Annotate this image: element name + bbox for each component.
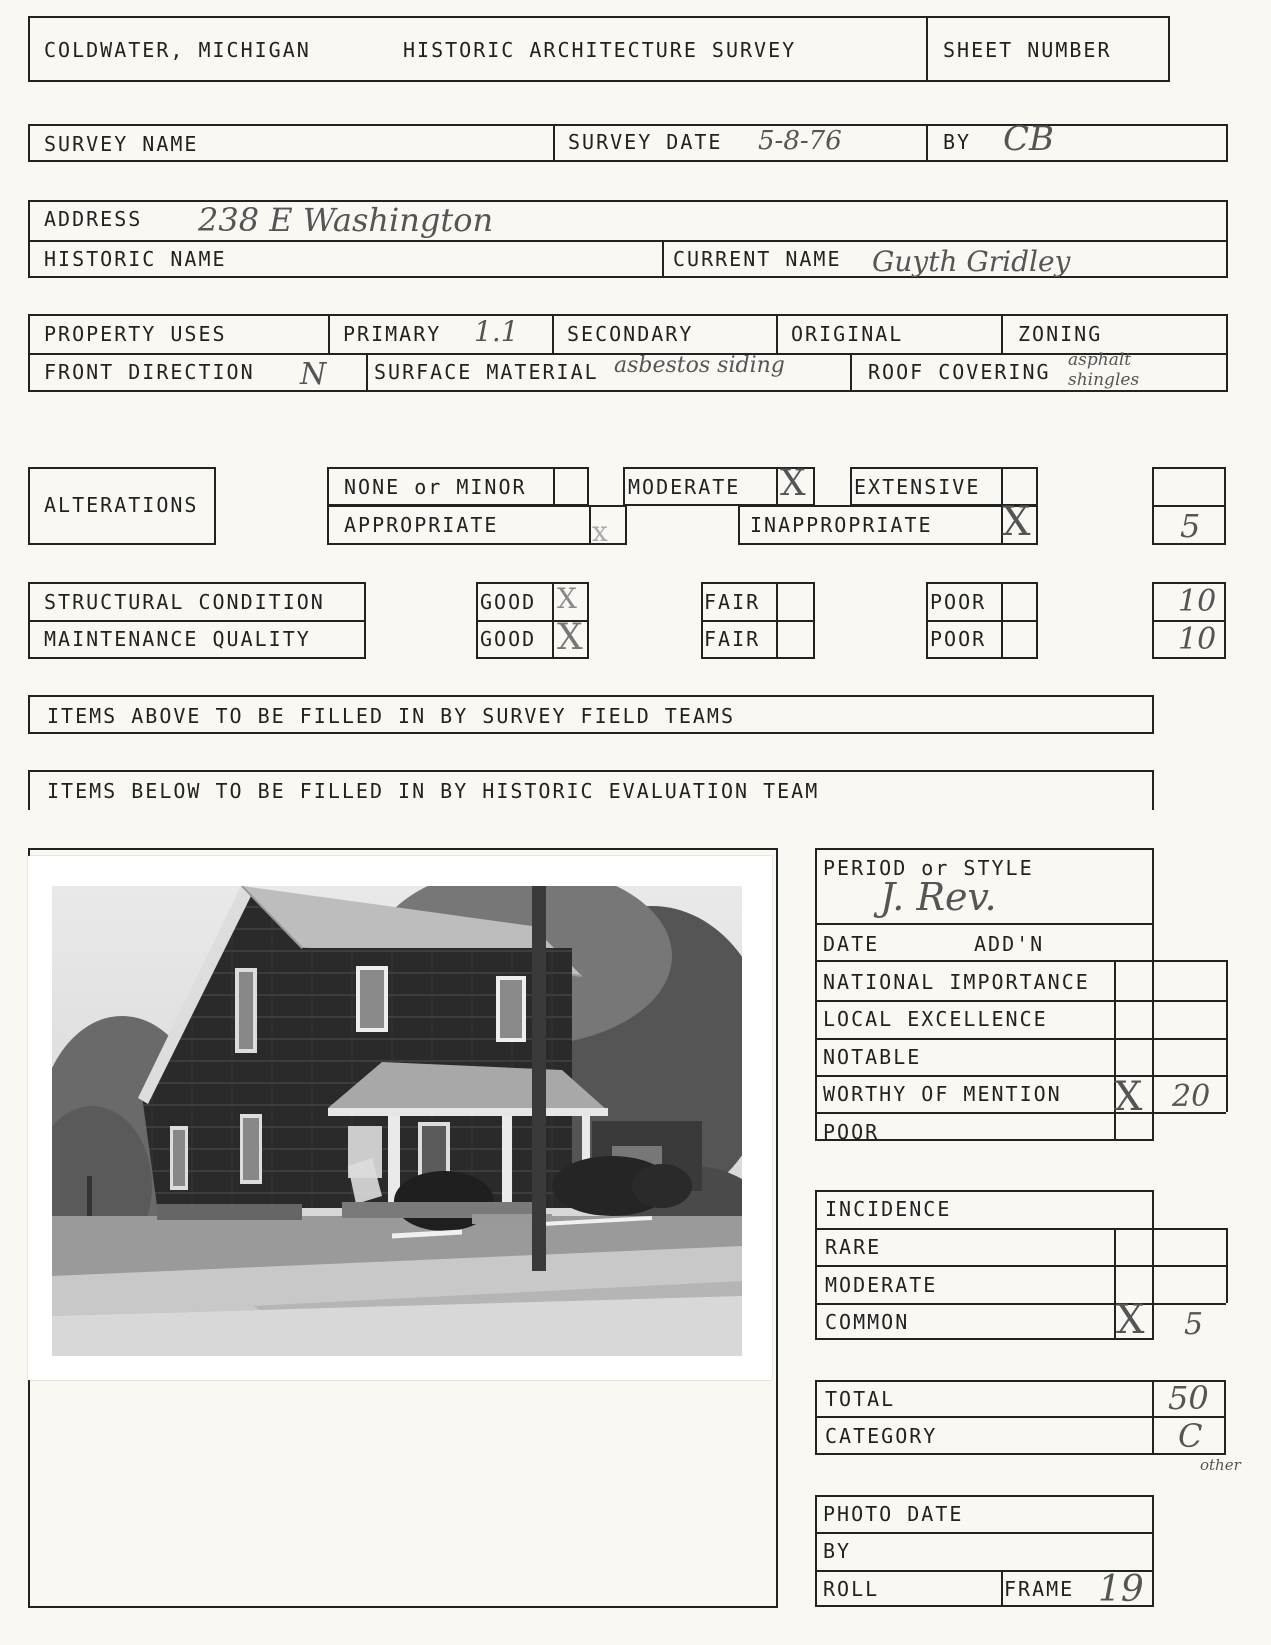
form-title: HISTORIC ARCHITECTURE SURVEY xyxy=(403,38,797,62)
maintenance-poor-label: POOR xyxy=(930,627,987,651)
survey-name-label: SURVEY NAME xyxy=(44,132,199,156)
front-direction-value: N xyxy=(300,357,327,392)
none-minor-checkbox[interactable] xyxy=(553,467,555,506)
property-div-6 xyxy=(850,353,852,392)
note-below-top xyxy=(28,770,1154,772)
period-line xyxy=(815,923,1154,925)
surface-material-value: asbestos siding xyxy=(614,353,785,378)
maintenance-good-mark: X xyxy=(557,617,583,658)
structural-good-label: GOOD xyxy=(480,590,537,614)
note-below-right xyxy=(1152,770,1154,810)
period-style-value: J. Rev. xyxy=(880,875,997,919)
fair-line xyxy=(701,620,815,622)
roof-covering-value-2: shingles xyxy=(1068,370,1140,390)
survey-date-value: 5-8-76 xyxy=(758,126,842,156)
eval-line-3 xyxy=(815,1075,1226,1077)
poor-checkbox[interactable] xyxy=(1001,582,1003,659)
common-label: COMMON xyxy=(825,1310,910,1334)
frame-value: 19 xyxy=(1098,1569,1144,1610)
structural-score: 10 xyxy=(1178,584,1217,619)
survey-left-edge xyxy=(28,124,30,162)
appropriate-checkbox[interactable] xyxy=(589,505,591,545)
eval-line-2 xyxy=(815,1038,1226,1040)
alterations-score: 5 xyxy=(1180,507,1201,545)
property-div-3 xyxy=(776,314,778,354)
maintenance-score: 10 xyxy=(1178,622,1217,657)
survey-bottom-line xyxy=(28,160,1228,162)
structural-fair-label: FAIR xyxy=(704,590,761,614)
structural-poor-label: POOR xyxy=(930,590,987,614)
note-below-left xyxy=(28,770,30,810)
maintenance-quality-label: MAINTENANCE QUALITY xyxy=(44,627,311,651)
eval-date-label: DATE xyxy=(823,932,880,956)
worthy-of-mention-label: WORTHY OF MENTION xyxy=(823,1082,1062,1106)
survey-date-label: SURVEY DATE xyxy=(568,130,723,154)
good-checkbox[interactable] xyxy=(552,582,554,659)
common-score: 5 xyxy=(1184,1307,1204,1342)
note-above-bottom xyxy=(28,732,1154,734)
photo-date-label: PHOTO DATE xyxy=(823,1502,964,1526)
survey-by-value: CB xyxy=(1003,119,1054,159)
moderate-label: MODERATE xyxy=(628,475,741,499)
totals-divider xyxy=(1152,1380,1154,1455)
inappropriate-mark: X xyxy=(1002,499,1031,545)
header-divider xyxy=(926,16,928,82)
address-divider xyxy=(662,240,664,278)
total-label: TOTAL xyxy=(825,1387,896,1411)
survey-divider-2 xyxy=(926,124,928,162)
worthy-score: 20 xyxy=(1172,1079,1211,1114)
roll-label: ROLL xyxy=(823,1577,880,1601)
note-above-left xyxy=(28,695,30,734)
property-div-5 xyxy=(366,353,368,392)
photo-info-line-1 xyxy=(815,1532,1154,1534)
inappropriate-label: INAPPROPRIATE xyxy=(750,513,933,537)
address-label: ADDRESS xyxy=(44,207,143,231)
moderate-mark: X xyxy=(780,463,806,504)
totals-line xyxy=(815,1416,1226,1418)
date-line xyxy=(815,960,1226,962)
note-above-top xyxy=(28,695,1154,697)
national-importance-label: NATIONAL IMPORTANCE xyxy=(823,970,1090,994)
incidence-label: INCIDENCE xyxy=(825,1197,952,1221)
common-mark: X xyxy=(1116,1297,1145,1343)
city-label: COLDWATER, MICHIGAN xyxy=(44,38,311,62)
historic-name-label: HISTORIC NAME xyxy=(44,247,227,271)
maintenance-good-label: GOOD xyxy=(480,627,537,651)
eval-addn-label: ADD'N xyxy=(974,932,1045,956)
extensive-label: EXTENSIVE xyxy=(854,475,981,499)
survey-divider-1 xyxy=(553,124,555,162)
incidence-line-1 xyxy=(815,1228,1226,1230)
poor-line xyxy=(926,620,1038,622)
front-direction-label: FRONT DIRECTION xyxy=(44,360,255,384)
appropriate-label: APPROPRIATE xyxy=(344,513,499,537)
sheet-number-label: SHEET NUMBER xyxy=(943,38,1112,62)
secondary-label: SECONDARY xyxy=(567,322,694,346)
photo-by-label: BY xyxy=(823,1539,852,1563)
period-style-label: PERIOD or STYLE xyxy=(823,856,1034,880)
house-photo-image xyxy=(52,886,742,1356)
property-div-2 xyxy=(552,314,554,354)
surface-material-label: SURFACE MATERIAL xyxy=(374,360,599,384)
primary-value: 1.1 xyxy=(474,315,519,348)
zoning-label: ZONING xyxy=(1018,322,1103,346)
note-above-text: ITEMS ABOVE TO BE FILLED IN BY SURVEY FIELD TEAMS xyxy=(47,704,736,728)
category-label: CATEGORY xyxy=(825,1424,938,1448)
category-value: C xyxy=(1178,1417,1203,1455)
photo-info-divider xyxy=(1001,1570,1003,1607)
worthy-mark: X xyxy=(1114,1074,1143,1120)
house-photograph xyxy=(28,856,772,1380)
frame-label: FRAME xyxy=(1004,1577,1075,1601)
fair-checkbox[interactable] xyxy=(776,582,778,659)
current-name-value: Guyth Gridley xyxy=(872,245,1071,278)
eval-line-4 xyxy=(815,1112,1226,1114)
eval-score-right xyxy=(1226,960,1228,1112)
none-minor-label: NONE or MINOR xyxy=(344,475,527,499)
rare-label: RARE xyxy=(825,1235,882,1259)
structural-condition-label: STRUCTURAL CONDITION xyxy=(44,590,325,614)
original-label: ORIGINAL xyxy=(791,322,904,346)
alterations-label: ALTERATIONS xyxy=(44,493,199,517)
note-below-text: ITEMS BELOW TO BE FILLED IN BY HISTORIC EVALUATION TEAM xyxy=(47,779,820,803)
maintenance-fair-label: FAIR xyxy=(704,627,761,651)
structural-good-mark: X xyxy=(557,582,577,615)
property-uses-label: PROPERTY USES xyxy=(44,322,227,346)
eval-line-1 xyxy=(815,1000,1226,1002)
primary-label: PRIMARY xyxy=(343,322,442,346)
survey-by-label: BY xyxy=(943,130,972,154)
survey-right-edge xyxy=(1226,124,1228,162)
address-value: 238 E Washington xyxy=(198,201,494,239)
incidence-line-3 xyxy=(815,1303,1226,1305)
notable-label: NOTABLE xyxy=(823,1045,922,1069)
eval-poor-label: POOR xyxy=(823,1120,880,1144)
property-div-1 xyxy=(328,314,330,354)
incidence-score-right xyxy=(1226,1228,1228,1303)
property-div-4 xyxy=(1001,314,1003,354)
address-mid-line xyxy=(28,240,1228,242)
note-above-right xyxy=(1152,695,1154,734)
local-excellence-label: LOCAL EXCELLENCE xyxy=(823,1007,1048,1031)
roof-covering-label: ROOF COVERING xyxy=(868,360,1051,384)
total-value: 50 xyxy=(1168,1379,1209,1417)
condition-label-line xyxy=(28,620,366,622)
roof-covering-value-1: asphalt xyxy=(1068,350,1132,370)
appropriate-mark: x xyxy=(592,515,608,548)
category-note: other xyxy=(1200,1456,1241,1474)
incidence-line-2 xyxy=(815,1265,1226,1267)
current-name-label: CURRENT NAME xyxy=(673,247,842,271)
moderate-checkbox[interactable] xyxy=(776,467,778,506)
incidence-moderate-label: MODERATE xyxy=(825,1273,938,1297)
